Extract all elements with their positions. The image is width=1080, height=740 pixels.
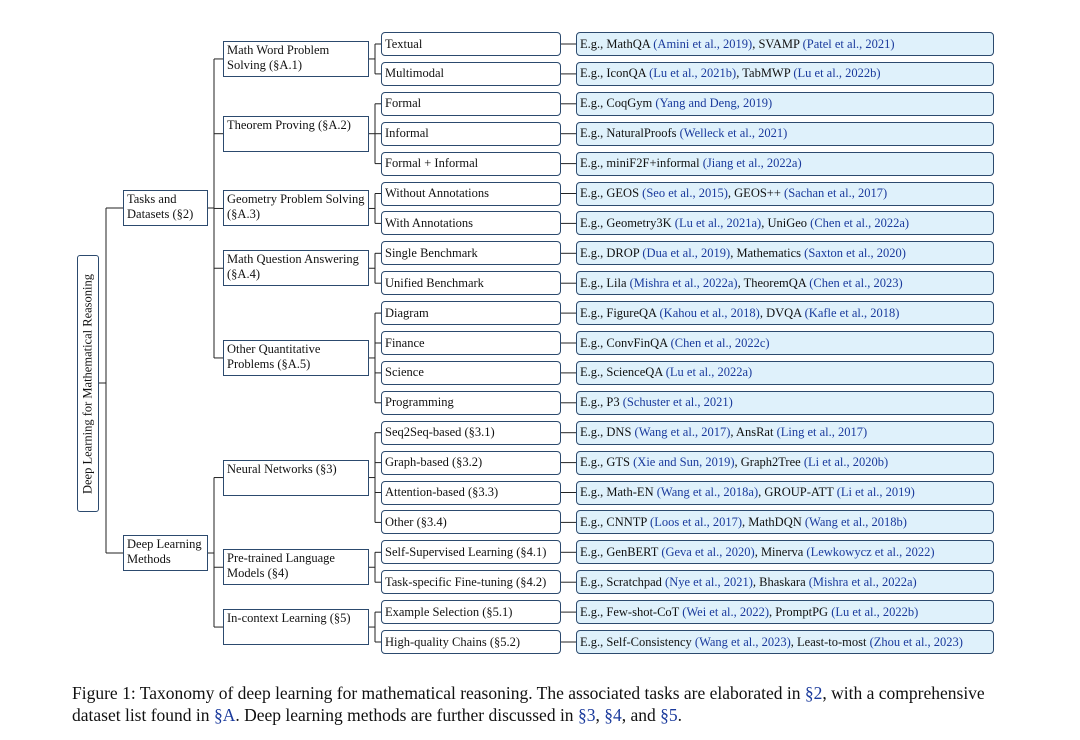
example-node: [576, 570, 994, 594]
leaf-node: [381, 540, 561, 564]
caption-text: Figure 1: Taxonomy of deep learning for mathematical reasoning. The associated tasks are elaborated in: [72, 683, 805, 703]
example-text: , TheoremQA: [737, 275, 810, 290]
citation-link[interactable]: (Patel et al., 2021): [802, 36, 895, 51]
example-text: , Bhaskara: [752, 574, 809, 589]
leaf-label: Task-specific Fine-tuning (§4.2): [385, 574, 547, 589]
leaf-node: [381, 271, 561, 295]
citation-link[interactable]: (Sachan et al., 2017): [784, 186, 888, 200]
caption-text: , with a comprehensive dataset list found in: [72, 683, 985, 725]
category-label: Math Question Answering (§A.4): [227, 252, 359, 282]
citation-link[interactable]: (Chen et al., 2023): [809, 275, 903, 290]
cat-math-question-answering: [223, 250, 369, 286]
example-text: , SVAMP: [752, 36, 803, 51]
example-text: , Graph2Tree: [734, 455, 804, 470]
example-text: E.g., Scratchpad: [580, 574, 666, 589]
example-text: E.g., MathQA: [580, 36, 654, 51]
citation-link[interactable]: (Lu et al., 2022b): [831, 604, 919, 619]
leaf-label: Science: [385, 365, 424, 380]
leaf-label: Multimodal: [385, 66, 445, 81]
example-text: , GROUP-ATT: [758, 485, 837, 499]
leaf-label: High-quality Chains (§5.2): [385, 634, 521, 649]
citation-link[interactable]: (Wang et al., 2017): [634, 425, 731, 440]
example-node: [576, 481, 994, 505]
example-node: [576, 510, 994, 534]
example-text: E.g., IconQA: [580, 66, 650, 81]
example-text: E.g., DNS: [580, 425, 635, 440]
example-node: [576, 600, 994, 624]
citation-link[interactable]: (Chen et al., 2022c): [670, 335, 770, 350]
citation-link[interactable]: (Xie and Sun, 2019): [633, 455, 735, 470]
citation-link[interactable]: (Nye et al., 2021): [665, 574, 753, 589]
leaf-node: [381, 241, 561, 265]
citation-link[interactable]: (Zhou et al., 2023): [869, 634, 963, 649]
example-text: E.g., GTS: [580, 455, 634, 470]
leaf-label: With Annotations: [385, 215, 474, 230]
citation-link[interactable]: (Wang et al., 2018a): [656, 485, 759, 499]
example-node: [576, 451, 994, 475]
group-deep-learning-methods: [123, 535, 208, 571]
citation-link[interactable]: (Lewkowycz et al., 2022): [806, 544, 935, 559]
group-tasks-datasets: [123, 190, 208, 226]
citation-link[interactable]: (Geva et al., 2020): [661, 544, 755, 559]
leaf-node: [381, 152, 561, 176]
citation-link[interactable]: (Loos et al., 2017): [650, 514, 743, 529]
example-node: [576, 391, 994, 415]
example-text: E.g., Math-EN: [580, 485, 657, 499]
example-text: E.g., FigureQA: [580, 305, 660, 320]
example-text: E.g., GEOS: [580, 186, 643, 200]
example-node: [576, 630, 994, 654]
example-text: E.g., miniF2F+informal: [580, 156, 703, 171]
citation-link[interactable]: (Chen et al., 2022a): [810, 215, 910, 230]
example-text: E.g., DROP: [580, 245, 643, 260]
leaf-node: [381, 570, 561, 594]
citation-link[interactable]: (Amini et al., 2019): [653, 36, 753, 51]
example-text: , MathDQN: [742, 514, 805, 529]
citation-link[interactable]: (Schuster et al., 2021): [622, 395, 733, 410]
leaf-node: [381, 510, 561, 534]
leaf-label: Without Annotations: [385, 186, 490, 200]
root-node: [77, 255, 99, 512]
citation-link[interactable]: (Lu et al., 2022b): [793, 66, 881, 81]
example-text: E.g., NaturalProofs: [580, 126, 680, 141]
leaf-node: [381, 361, 561, 385]
caption-ref-section-3[interactable]: §3: [577, 705, 596, 725]
citation-link[interactable]: (Li et al., 2020b): [803, 455, 889, 470]
example-node: [576, 92, 994, 116]
group-label: Deep Learning Methods: [127, 537, 202, 566]
leaf-label: Graph-based (§3.2): [385, 455, 483, 470]
leaf-label: Other (§3.4): [385, 514, 447, 529]
example-text: , Minerva: [754, 544, 807, 559]
caption-text: , and: [621, 705, 661, 725]
leaf-label: Programming: [385, 395, 454, 410]
example-node: [576, 331, 994, 355]
example-text: , PromptPG: [769, 604, 832, 619]
leaf-label: Formal + Informal: [385, 156, 479, 171]
caption-ref-section-5[interactable]: §5: [660, 705, 678, 725]
citation-link[interactable]: (Wang et al., 2023): [694, 634, 791, 649]
leaf-node: [381, 630, 561, 654]
category-label: Pre-trained Language Models (§4): [227, 551, 335, 581]
citation-link[interactable]: (Lu et al., 2021b): [649, 66, 737, 81]
example-text: E.g., ScienceQA: [580, 365, 666, 380]
citation-link[interactable]: (Yang and Deng, 2019): [655, 96, 773, 111]
example-node: [576, 32, 994, 56]
category-label: Other Quantitative Problems (§A.5): [227, 341, 321, 371]
example-node: [576, 361, 994, 385]
leaf-node: [381, 451, 561, 475]
leaf-node: [381, 92, 561, 116]
leaf-node: [381, 391, 561, 415]
example-text: , Mathematics: [730, 245, 805, 260]
example-text: E.g., CoqGym: [580, 96, 656, 111]
leaf-node: [381, 122, 561, 146]
caption-ref-section-2[interactable]: §2: [804, 683, 823, 703]
example-text: E.g., Self-Consistency: [580, 634, 695, 649]
leaf-node: [381, 211, 561, 235]
leaf-label: Diagram: [385, 305, 429, 320]
cat-geometry-problem: [223, 190, 369, 226]
example-text: E.g., Few-shot-CoT: [580, 604, 683, 619]
root-label: Deep Learning for Mathematical Reasoning: [80, 273, 95, 494]
example-text: , UniGeo: [761, 215, 811, 230]
leaf-node: [381, 421, 561, 445]
leaf-node: [381, 301, 561, 325]
leaf-label: Finance: [385, 335, 425, 350]
cat-theorem-proving: [223, 116, 369, 152]
citation-link[interactable]: (Kafle et al., 2018): [804, 305, 900, 320]
example-node: [576, 241, 994, 265]
leaf-label: Informal: [385, 126, 429, 141]
citation-link[interactable]: (Lu et al., 2021a): [674, 215, 762, 230]
group-label: Tasks and Datasets (§2): [127, 192, 194, 221]
leaf-label: Self-Supervised Learning (§4.1): [385, 544, 547, 559]
leaf-label: Single Benchmark: [385, 245, 478, 260]
citation-link[interactable]: (Wang et al., 2018b): [804, 514, 907, 529]
leaf-node: [381, 600, 561, 624]
example-text: , AnsRat: [730, 425, 777, 440]
example-node: [576, 211, 994, 235]
example-text: E.g., Lila: [580, 275, 630, 290]
category-label: Geometry Problem Solving (§A.3): [227, 192, 365, 222]
citation-link[interactable]: (Mishra et al., 2022a): [629, 275, 738, 290]
category-label: In-context Learning (§5): [227, 611, 351, 626]
cat-in-context-learning: [223, 609, 369, 645]
citation-link[interactable]: (Wei et al., 2022): [682, 604, 770, 619]
example-node: [576, 421, 994, 445]
caption-text: ,: [595, 705, 605, 725]
category-label: Math Word Problem Solving (§A.1): [227, 42, 330, 72]
example-text: E.g., GenBERT: [580, 544, 662, 559]
cat-neural-networks: [223, 460, 369, 496]
citation-link[interactable]: (Kahou et al., 2018): [659, 305, 760, 320]
citation-link[interactable]: (Seo et al., 2015): [642, 186, 728, 200]
figure-caption: [72, 682, 1012, 726]
leaf-label: Example Selection (§5.1): [385, 604, 513, 619]
cat-pretrained-language-models: [223, 549, 369, 585]
example-node: [576, 540, 994, 564]
example-node: [576, 271, 994, 295]
leaf-label: Unified Benchmark: [385, 275, 484, 290]
citation-link[interactable]: (Dua et al., 2019): [642, 245, 731, 260]
example-node: [576, 152, 994, 176]
category-label: Theorem Proving (§A.2): [227, 117, 351, 132]
example-text: , Least-to-most: [790, 634, 870, 649]
example-text: , TabMWP: [736, 66, 794, 81]
leaf-label: Formal: [385, 96, 422, 111]
citation-link[interactable]: (Saxton et al., 2020): [804, 245, 906, 260]
example-node: [576, 62, 994, 86]
caption-text: .: [677, 705, 682, 725]
category-label: Neural Networks (§3): [227, 461, 337, 476]
citation-link[interactable]: (Mishra et al., 2022a): [808, 574, 917, 589]
caption-ref-section-4[interactable]: §4: [604, 705, 622, 725]
example-text: , DVQA: [759, 305, 805, 320]
leaf-node: [381, 32, 561, 56]
citation-link[interactable]: (Welleck et al., 2021): [679, 126, 788, 141]
cat-math-word-problem: [223, 41, 369, 77]
example-text: E.g., CNNTP: [580, 514, 651, 529]
cat-other-quantitative: [223, 340, 369, 376]
example-text: E.g., P3: [580, 395, 623, 410]
citation-link[interactable]: (Lu et al., 2022a): [665, 365, 753, 380]
leaf-label: Textual: [385, 36, 423, 51]
citation-link[interactable]: (Li et al., 2019): [836, 485, 915, 499]
leaf-label: Seq2Seq-based (§3.1): [385, 425, 495, 440]
leaf-node: [381, 62, 561, 86]
leaf-node: [381, 182, 561, 206]
leaf-node: [381, 481, 561, 505]
example-text: E.g., Geometry3K: [580, 215, 675, 230]
leaf-node: [381, 331, 561, 355]
example-node: [576, 182, 994, 206]
example-text: E.g., ConvFinQA: [580, 335, 671, 350]
leaf-label: Attention-based (§3.3): [385, 485, 499, 499]
example-node: [576, 301, 994, 325]
caption-text: . Deep learning methods are further discussed in: [235, 705, 578, 725]
example-node: [576, 122, 994, 146]
example-text: , GEOS++: [727, 186, 785, 200]
caption-ref-section-a[interactable]: §A: [213, 705, 236, 725]
citation-link[interactable]: (Jiang et al., 2022a): [702, 156, 802, 171]
citation-link[interactable]: (Ling et al., 2017): [776, 425, 868, 440]
